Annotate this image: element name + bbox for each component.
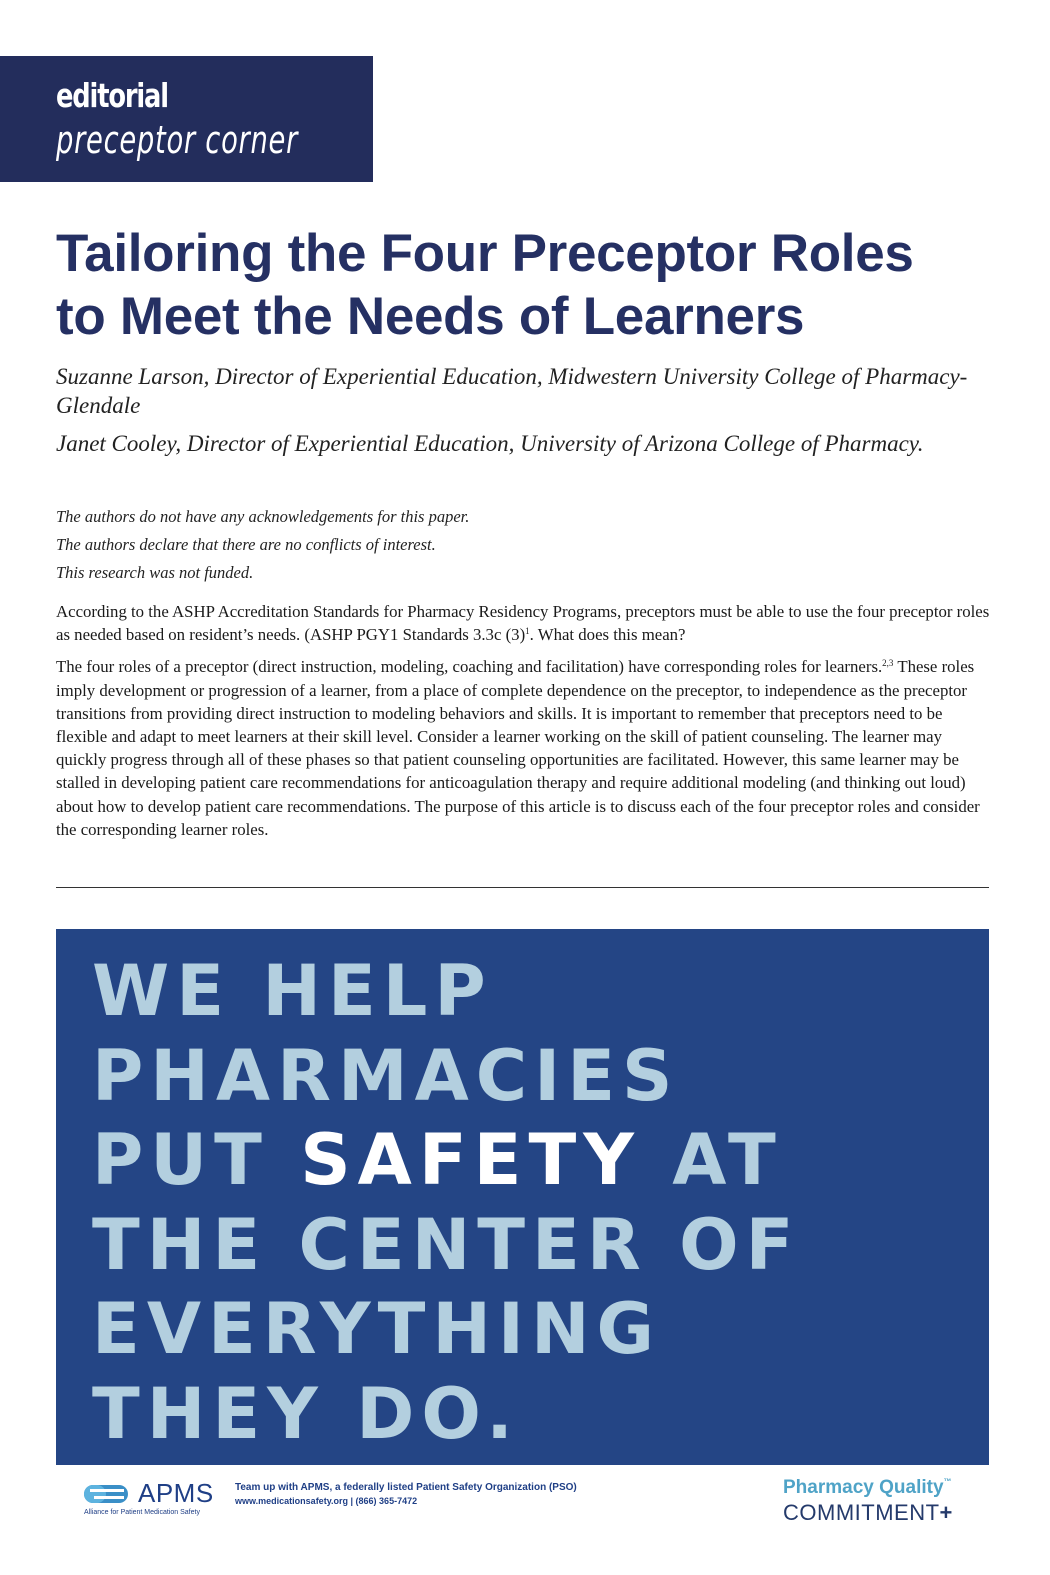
funding-note: This research was not funded. <box>56 563 254 582</box>
citation-2-3: 2,3 <box>882 658 894 669</box>
conflicts-note: The authors declare that there are no conflicts of interest. <box>56 535 436 554</box>
ad-headline <box>92 949 800 1456</box>
paragraph-2-text: These roles imply development or progression of a learner, from a place of complete dependence on the preceptor, to independence as the preceptor transitions from providing direct instruction to modeling behaviors and skills. It is important to remember that preceptors need to be flexible and adapt to meet learners at their skill level. Consider a learner working on the skill of patient counseling. The learner may quickly progress through all of these phases so that patient counseling opportunities are facilitated. However, this same learner may be stalled in developing patient care recommendations for anticoagulation therapy and require additional modeling (and thinking out loud) about how to develop patient care recommendations. The purpose of this article is to discuss each of the four preceptor roles and consider the corresponding learner roles. <box>56 657 980 839</box>
paragraph-2 <box>56 655 992 841</box>
acknowledgements-note: The authors do not have any acknowledgements for this paper. <box>56 507 470 526</box>
article-title <box>56 222 1016 348</box>
paragraph-1-tail: . What does this mean? <box>529 625 686 645</box>
author-notes <box>56 503 956 587</box>
article-body <box>56 600 992 850</box>
pqc-line1: Pharmacy Quality <box>783 1477 944 1498</box>
banner-kicker: editorial <box>56 76 168 115</box>
ad-line-2: PHARMACIES <box>92 1034 680 1117</box>
ad-highlight-word: SAFETY <box>300 1119 641 1201</box>
article-title-line2: to Meet the Needs of Learners <box>56 287 805 346</box>
ad-line-5: EVERYTHING <box>92 1288 661 1370</box>
paragraph-2-lead: The four roles of a preceptor (direct instruction, modeling, coaching and facilitation) have corresponding roles for learners. <box>56 657 883 677</box>
ad-line-6: THEY DO. <box>92 1372 520 1455</box>
plus-icon: + <box>939 1500 953 1525</box>
contact-line: www.medicationsafety.org | (866) 365-7472 <box>235 1496 418 1506</box>
apms-pill-icon <box>84 1483 134 1505</box>
banner-section-name: preceptor corner <box>56 118 299 162</box>
article-title-line1: Tailoring the Four Preceptor Roles <box>56 224 914 283</box>
apms-advertisement <box>56 929 989 1465</box>
pso-team-line: Team up with APMS, a federally listed Patient Safety Organization (PSO) <box>235 1482 577 1493</box>
paragraph-1-text: According to the ASHP Accreditation Standards for Pharmacy Residency Programs, preceptors must be able to use the four preceptor roles as needed based on resident’s needs. (ASHP PGY1 Standards 3.3c (3) <box>56 602 990 645</box>
ad-line-3-pre: PUT <box>92 1119 301 1201</box>
paragraph-1 <box>56 600 992 646</box>
apms-tagline: Alliance for Patient Medication Safety <box>84 1509 200 1516</box>
ad-line-3 <box>92 1118 800 1203</box>
author-1: Suzanne Larson, Director of Experiential Education, Midwestern University College of Pharmacy-Glendale <box>56 364 968 418</box>
section-divider <box>56 887 989 888</box>
ad-line-3-post: AT <box>640 1119 783 1201</box>
pharmacy-quality-commitment-logo <box>783 1471 973 1527</box>
citation-1: 1 <box>525 626 530 637</box>
pqc-trademark: ™ <box>943 1477 952 1486</box>
ad-footer <box>56 1465 989 1527</box>
author-2: Janet Cooley, Director of Experiential Education, University of Arizona College of Pharmacy. <box>56 431 924 456</box>
apms-name: APMS <box>138 1478 214 1508</box>
ad-line-4: THE CENTER OF <box>92 1203 801 1286</box>
apms-logo <box>84 1479 234 1519</box>
pqc-line2: COMMITMENT <box>783 1500 940 1525</box>
section-banner <box>0 56 373 182</box>
ad-line-1: WE HELP <box>92 950 493 1032</box>
